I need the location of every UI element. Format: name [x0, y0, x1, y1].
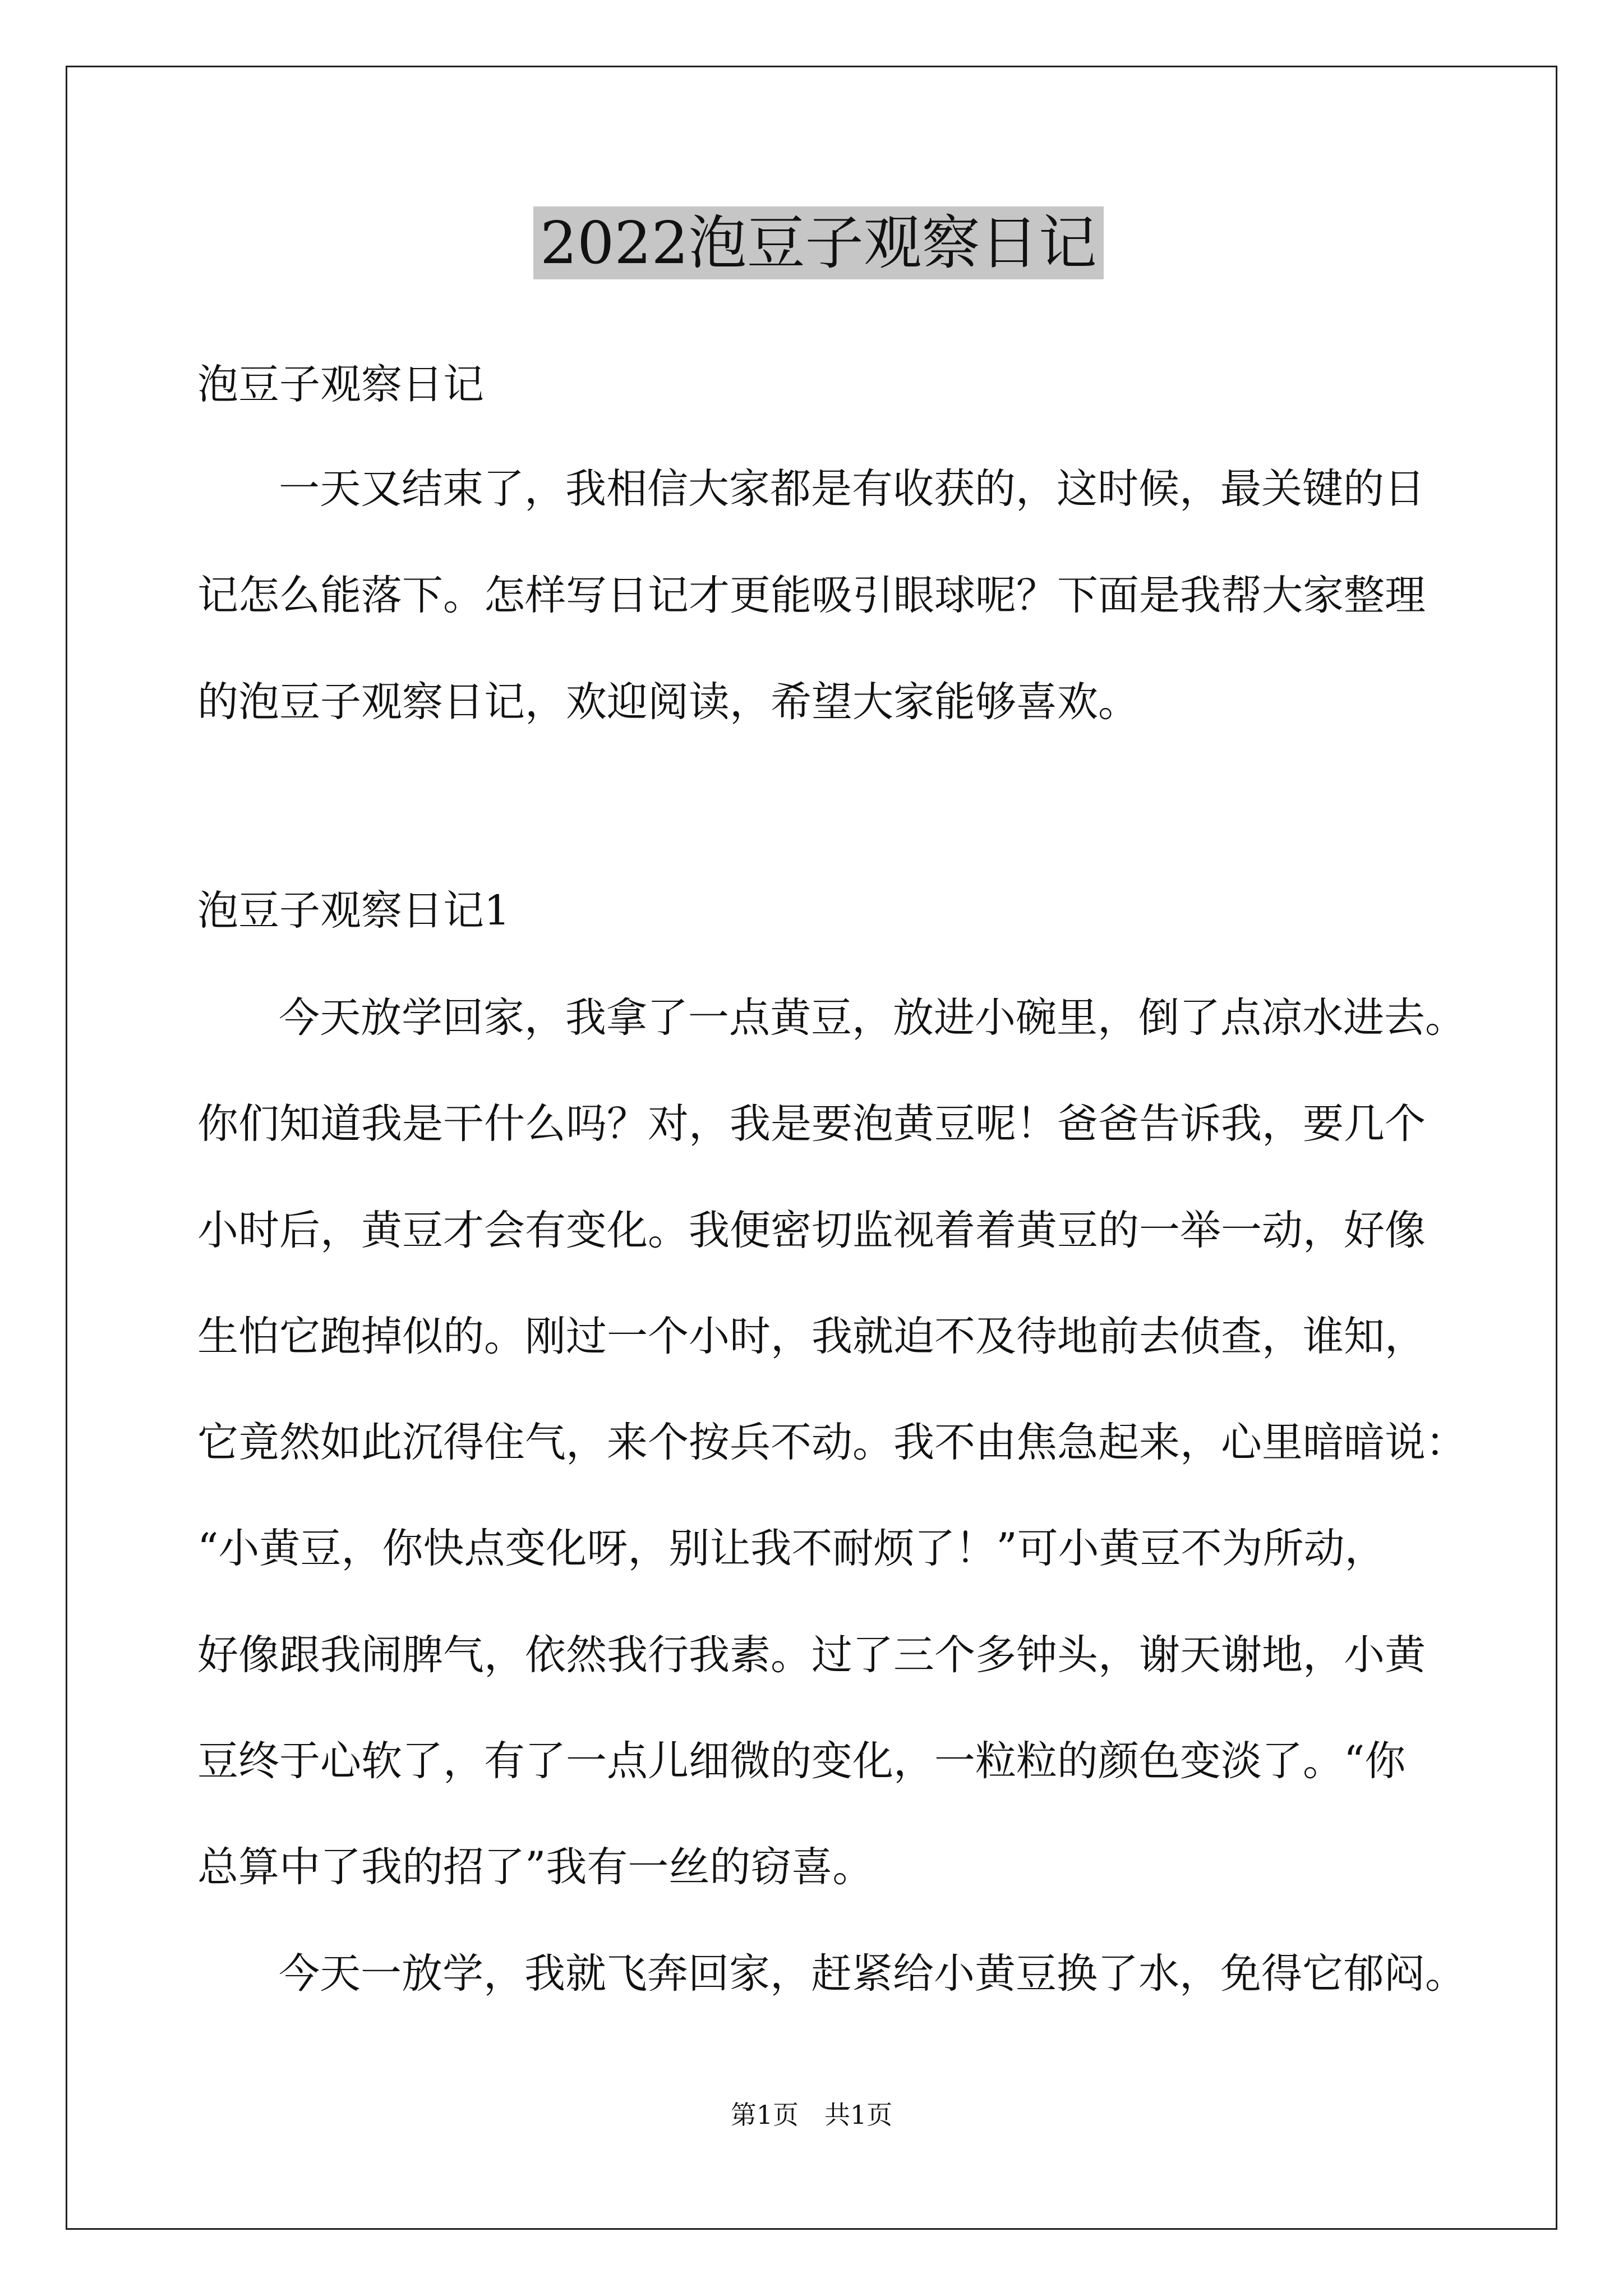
body-line: 生怕它跑掉似的。刚过一个小时，我就迫不及待地前去侦查，谁知， — [197, 1313, 1426, 1360]
intro-line: 一天又结束了，我相信大家都是有收获的，这时候，最关键的日 — [279, 465, 1425, 513]
body-line: 今天一放学，我就飞奔回家，赶紧给小黄豆换了水，免得它郁闷。 — [279, 1950, 1466, 1998]
document-title: 2022泡豆子观察日记 — [533, 206, 1104, 279]
page-footer: 第1页 共1页 — [730, 2100, 893, 2130]
body-line: “小黄豆，你快点变化呀，别让我不耐烦了！”可小黄豆不为所动， — [197, 1525, 1386, 1572]
body-line: 今天放学回家，我拿了一点黄豆，放进小碗里，倒了点凉水进去。 — [279, 994, 1466, 1042]
body-line: 豆终于心软了，有了一点儿细微的变化，一粒粒的颜色变淡了。“你 — [197, 1737, 1406, 1785]
subtitle: 泡豆子观察日记 — [197, 361, 484, 408]
section-heading: 泡豆子观察日记1 — [197, 887, 510, 935]
body-line: 好像跟我闹脾气，依然我行我素。过了三个多钟头，谢天谢地，小黄 — [197, 1631, 1426, 1679]
intro-line: 的泡豆子观察日记，欢迎阅读，希望大家能够喜欢。 — [197, 678, 1139, 726]
body-line: 小时后，黄豆才会有变化。我便密切监视着着黄豆的一举一动，好像 — [197, 1207, 1426, 1254]
body-line: 总算中了我的招了”我有一丝的窃喜。 — [197, 1843, 874, 1891]
body-line: 你们知道我是干什么吗？对，我是要泡黄豆呢！爸爸告诉我，要几个 — [197, 1100, 1426, 1148]
intro-line: 记怎么能落下。怎样写日记才更能吸引眼球呢？下面是我帮大家整理 — [197, 572, 1426, 619]
body-line: 它竟然如此沉得住气，来个按兵不动。我不由焦急起来，心里暗暗说： — [197, 1419, 1467, 1466]
